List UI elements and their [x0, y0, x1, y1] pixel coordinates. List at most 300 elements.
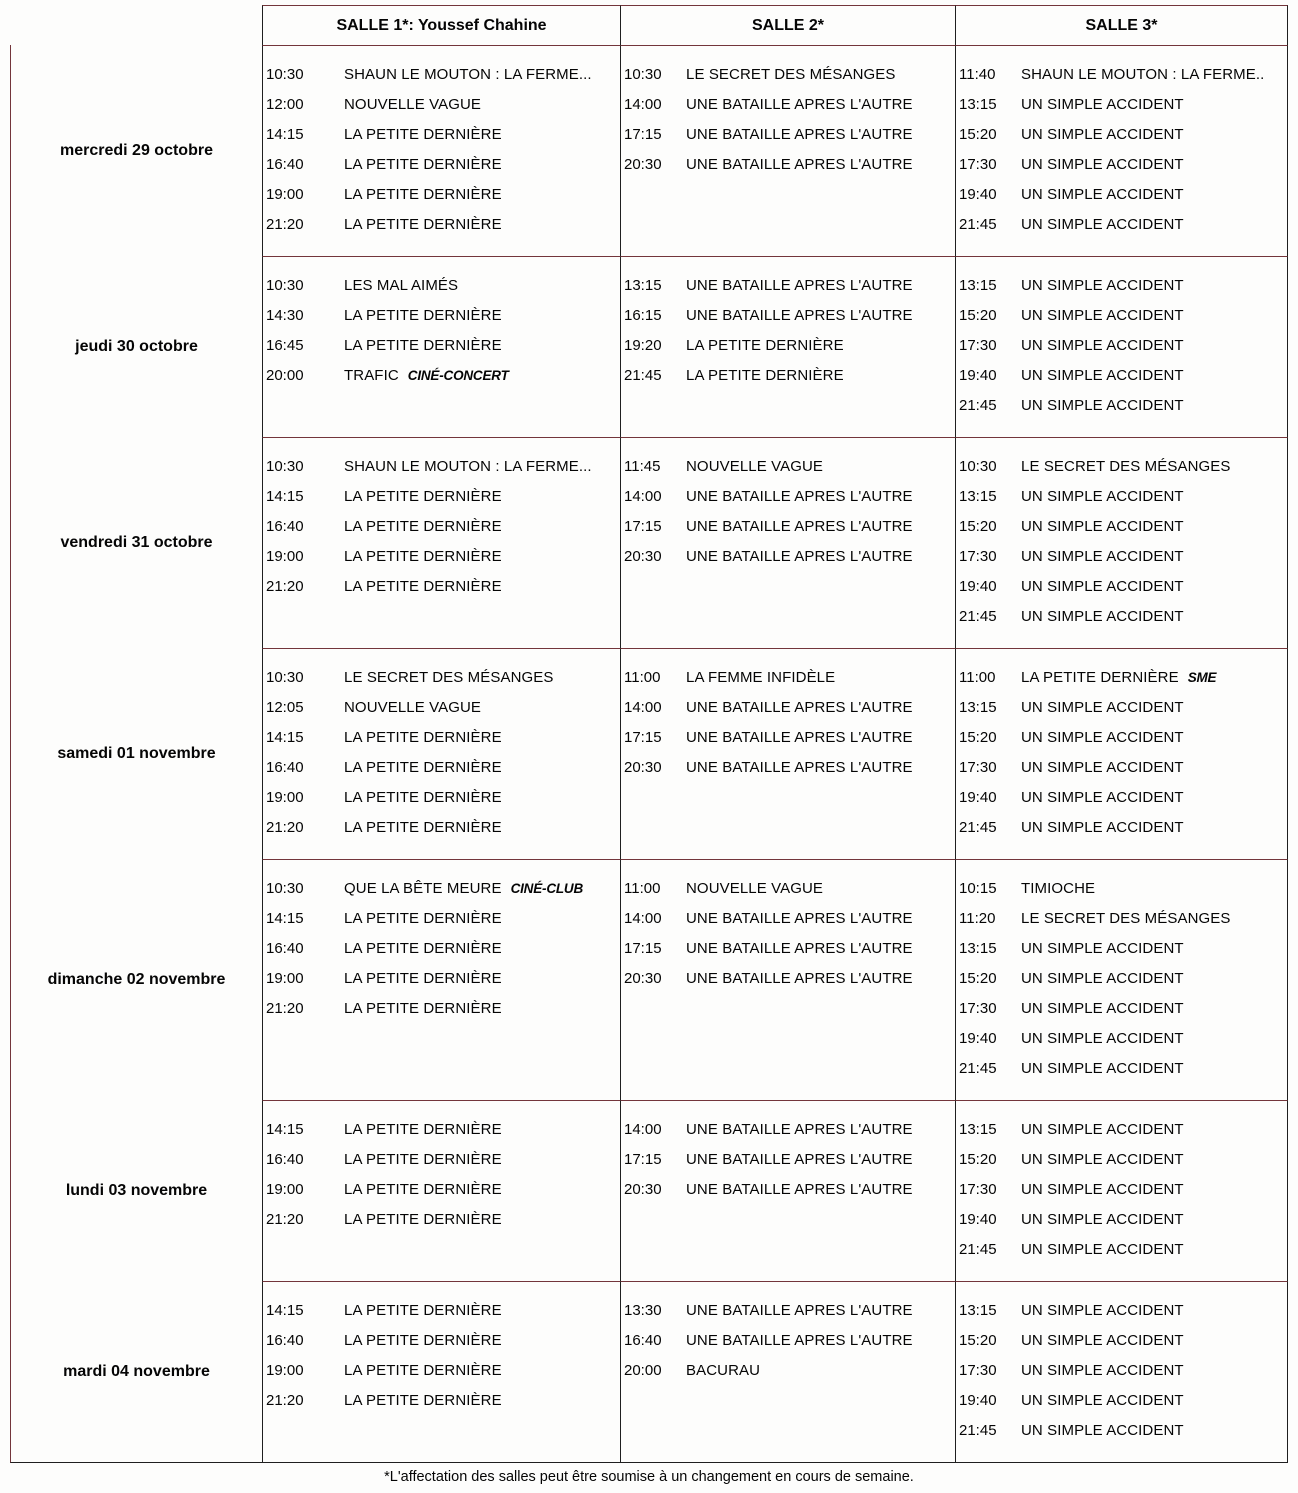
- showtime: 21:45: [959, 1241, 997, 1258]
- film-title: UNE BATAILLE APRES L'AUTRE: [686, 548, 913, 565]
- film-title: UNE BATAILLE APRES L'AUTRE: [686, 307, 913, 324]
- salle-2-cell: [620, 256, 955, 437]
- showtime-row: [959, 572, 1283, 602]
- showtime-row: [959, 1296, 1283, 1326]
- showtime-row: [266, 180, 616, 210]
- showtime-row: [959, 180, 1283, 210]
- film-title: UN SIMPLE ACCIDENT: [1021, 1121, 1184, 1138]
- showtime-row: [266, 331, 616, 361]
- showtime-row: [266, 90, 616, 120]
- showtime: 11:00: [959, 669, 996, 686]
- showtime: 20:30: [624, 1181, 662, 1198]
- showtime: 21:45: [959, 216, 997, 233]
- showtime: 17:15: [624, 518, 662, 535]
- salle-3-cell: [955, 1281, 1288, 1463]
- showtime: 11:45: [624, 458, 661, 475]
- footnote: *L'affectation des salles peut être soumise à un changement en cours de semaine.: [384, 1469, 914, 1485]
- film-title: UNE BATAILLE APRES L'AUTRE: [686, 277, 913, 294]
- film-title: UN SIMPLE ACCIDENT: [1021, 488, 1184, 505]
- film-title: LA PETITE DERNIÈRE: [344, 518, 502, 535]
- schedule-table: [10, 5, 1288, 1463]
- film-title: NOUVELLE VAGUE: [686, 880, 824, 897]
- showtime: 14:30: [266, 307, 304, 324]
- showtime: 21:45: [959, 608, 997, 625]
- salle-2-cell: [620, 859, 955, 1100]
- film-title: UNE BATAILLE APRES L'AUTRE: [686, 518, 913, 535]
- film-title: LA PETITE DERNIÈRE: [686, 337, 844, 354]
- showtime-row: [266, 783, 616, 813]
- film-title: LA PETITE DERNIÈRE: [1021, 669, 1179, 686]
- showtime-row: [959, 904, 1283, 934]
- film-title: UNE BATAILLE APRES L'AUTRE: [686, 96, 913, 113]
- showtime: 19:00: [266, 789, 304, 806]
- film-title: LA PETITE DERNIÈRE: [344, 940, 502, 957]
- film-title: QUE LA BÊTE MEURE: [344, 880, 502, 897]
- showtime-row: [624, 331, 951, 361]
- showtime: 12:00: [266, 96, 304, 113]
- showtime: 13:15: [959, 1302, 997, 1319]
- showtime: 14:15: [266, 1302, 304, 1319]
- showtime: 17:30: [959, 1000, 997, 1017]
- showtime-row: [959, 1175, 1283, 1205]
- showtime: 15:20: [959, 518, 997, 535]
- film-title: LA PETITE DERNIÈRE: [344, 910, 502, 927]
- showtime-row: [266, 361, 616, 391]
- showtime: 19:40: [959, 578, 997, 595]
- showtime: 13:15: [959, 488, 997, 505]
- showtime-row: [624, 723, 951, 753]
- showtime: 10:30: [624, 66, 662, 83]
- showtime: 19:00: [266, 1181, 304, 1198]
- salle-1-cell: [262, 648, 620, 859]
- film-title: LA PETITE DERNIÈRE: [344, 759, 502, 776]
- film-title: LA PETITE DERNIÈRE: [344, 1392, 502, 1409]
- film-title: LA PETITE DERNIÈRE: [344, 1151, 502, 1168]
- film-title: UN SIMPLE ACCIDENT: [1021, 1302, 1184, 1319]
- film-title: UN SIMPLE ACCIDENT: [1021, 608, 1184, 625]
- showtime: 19:00: [266, 548, 304, 565]
- film-title: UN SIMPLE ACCIDENT: [1021, 940, 1184, 957]
- showtime: 21:20: [266, 1211, 304, 1228]
- showtime: 21:45: [959, 1060, 997, 1077]
- salle-1-cell: [262, 256, 620, 437]
- film-title: UNE BATAILLE APRES L'AUTRE: [686, 699, 913, 716]
- showtime-row: [624, 904, 951, 934]
- showtime: 21:45: [624, 367, 662, 384]
- showtime-row: [959, 994, 1283, 1024]
- showtime: 16:40: [266, 1151, 304, 1168]
- salle-2-cell: [620, 437, 955, 648]
- showtime-row: [266, 934, 616, 964]
- film-title: UN SIMPLE ACCIDENT: [1021, 1000, 1184, 1017]
- showtime-row: [266, 753, 616, 783]
- showtime: 17:30: [959, 156, 997, 173]
- film-title: UN SIMPLE ACCIDENT: [1021, 1422, 1184, 1439]
- film-title: UN SIMPLE ACCIDENT: [1021, 1030, 1184, 1047]
- showtime: 11:40: [959, 66, 996, 83]
- showtime-row: [266, 964, 616, 994]
- showtime-row: [266, 1356, 616, 1386]
- showtime-row: [266, 1326, 616, 1356]
- film-title: UN SIMPLE ACCIDENT: [1021, 1241, 1184, 1258]
- film-title: LA PETITE DERNIÈRE: [344, 1302, 502, 1319]
- showtime-row: [959, 1054, 1283, 1084]
- film-title: LA PETITE DERNIÈRE: [344, 548, 502, 565]
- showtime: 14:00: [624, 488, 662, 505]
- showtime: 14:00: [624, 1121, 662, 1138]
- showtime: 10:30: [266, 277, 304, 294]
- showtime: 17:30: [959, 337, 997, 354]
- showtime-row: [266, 693, 616, 723]
- film-title: LA PETITE DERNIÈRE: [344, 1211, 502, 1228]
- film-title: UNE BATAILLE APRES L'AUTRE: [686, 729, 913, 746]
- showtime-row: [624, 1296, 951, 1326]
- film-title: LA PETITE DERNIÈRE: [344, 1181, 502, 1198]
- showtime: 16:40: [266, 940, 304, 957]
- showtime: 15:20: [959, 126, 997, 143]
- showtime-row: [959, 542, 1283, 572]
- showtime-row: [266, 482, 616, 512]
- film-title: UN SIMPLE ACCIDENT: [1021, 789, 1184, 806]
- film-title: LA PETITE DERNIÈRE: [344, 1332, 502, 1349]
- showtime: 20:30: [624, 156, 662, 173]
- showtime-row: [266, 452, 616, 482]
- showtime-row: [624, 60, 951, 90]
- film-title: NOUVELLE VAGUE: [686, 458, 824, 475]
- showtime-row: [624, 753, 951, 783]
- film-title: UN SIMPLE ACCIDENT: [1021, 1060, 1184, 1077]
- showtime-row: [959, 120, 1283, 150]
- film-title: UN SIMPLE ACCIDENT: [1021, 548, 1184, 565]
- film-title: UN SIMPLE ACCIDENT: [1021, 970, 1184, 987]
- film-tag: CINÉ-CLUB: [510, 881, 584, 896]
- showtime-row: [959, 602, 1283, 632]
- salle-3-cell: [955, 437, 1288, 648]
- film-title: UN SIMPLE ACCIDENT: [1021, 1362, 1184, 1379]
- film-title: LA PETITE DERNIÈRE: [344, 307, 502, 324]
- film-title: UNE BATAILLE APRES L'AUTRE: [686, 1151, 913, 1168]
- showtime: 19:40: [959, 367, 997, 384]
- salle-3-cell: [955, 648, 1288, 859]
- showtime-row: [959, 361, 1283, 391]
- showtime: 17:15: [624, 126, 662, 143]
- salle-1-cell: [262, 45, 620, 256]
- showtime: 20:30: [624, 970, 662, 987]
- showtime: 19:40: [959, 1030, 997, 1047]
- showtime-row: [266, 271, 616, 301]
- showtime: 13:15: [959, 1121, 997, 1138]
- showtime-row: [266, 874, 616, 904]
- film-title: LES MAL AIMÉS: [344, 277, 459, 294]
- film-title: UN SIMPLE ACCIDENT: [1021, 1392, 1184, 1409]
- showtime: 14:00: [624, 699, 662, 716]
- showtime: 13:15: [624, 277, 662, 294]
- film-title: LA PETITE DERNIÈRE: [344, 789, 502, 806]
- film-title: SHAUN LE MOUTON : LA FERME...: [344, 458, 592, 475]
- header-spacer: [10, 5, 262, 45]
- day-label: samedi 01 novembre: [10, 648, 262, 859]
- film-tag: CINÉ-CONCERT: [407, 368, 509, 383]
- showtime-row: [266, 1175, 616, 1205]
- film-title: UN SIMPLE ACCIDENT: [1021, 126, 1184, 143]
- film-title: TRAFIC: [344, 367, 399, 384]
- film-title: LA PETITE DERNIÈRE: [344, 1121, 502, 1138]
- showtime-row: [959, 1235, 1283, 1265]
- showtime-row: [959, 783, 1283, 813]
- showtime: 16:40: [266, 1332, 304, 1349]
- showtime-row: [266, 663, 616, 693]
- showtime: 20:30: [624, 759, 662, 776]
- showtime: 17:15: [624, 729, 662, 746]
- showtime: 19:40: [959, 186, 997, 203]
- showtime: 15:20: [959, 1151, 997, 1168]
- showtime-row: [266, 150, 616, 180]
- showtime-row: [266, 994, 616, 1024]
- film-title: UN SIMPLE ACCIDENT: [1021, 277, 1184, 294]
- film-title: BACURAU: [686, 1362, 761, 1379]
- showtime-row: [266, 904, 616, 934]
- header-salle-2: SALLE 2*: [620, 5, 955, 45]
- film-title: UNE BATAILLE APRES L'AUTRE: [686, 1332, 913, 1349]
- showtime-row: [959, 753, 1283, 783]
- day-label: vendredi 31 octobre: [10, 437, 262, 648]
- showtime: 10:30: [266, 669, 304, 686]
- film-title: LA PETITE DERNIÈRE: [344, 578, 502, 595]
- showtime-row: [959, 693, 1283, 723]
- showtime-row: [266, 1145, 616, 1175]
- showtime-row: [266, 1205, 616, 1235]
- showtime: 19:00: [266, 1362, 304, 1379]
- showtime-row: [624, 120, 951, 150]
- showtime: 12:05: [266, 699, 304, 716]
- showtime: 14:15: [266, 1121, 304, 1138]
- showtime-row: [959, 301, 1283, 331]
- film-title: UNE BATAILLE APRES L'AUTRE: [686, 910, 913, 927]
- film-title: UN SIMPLE ACCIDENT: [1021, 367, 1184, 384]
- showtime-row: [959, 723, 1283, 753]
- showtime-row: [959, 1386, 1283, 1416]
- showtime: 17:15: [624, 940, 662, 957]
- showtime: 16:45: [266, 337, 304, 354]
- film-title: LA PETITE DERNIÈRE: [344, 1000, 502, 1017]
- showtime: 17:30: [959, 759, 997, 776]
- showtime-row: [624, 1326, 951, 1356]
- showtime-row: [959, 1115, 1283, 1145]
- film-title: UN SIMPLE ACCIDENT: [1021, 397, 1184, 414]
- showtime: 20:00: [624, 1362, 662, 1379]
- day-label: lundi 03 novembre: [10, 1100, 262, 1281]
- showtime-row: [959, 391, 1283, 421]
- film-title: UN SIMPLE ACCIDENT: [1021, 729, 1184, 746]
- salle-2-cell: [620, 45, 955, 256]
- film-title: LA PETITE DERNIÈRE: [344, 1362, 502, 1379]
- film-title: UN SIMPLE ACCIDENT: [1021, 1151, 1184, 1168]
- film-title: LA PETITE DERNIÈRE: [344, 970, 502, 987]
- header-salle-1: SALLE 1*: Youssef Chahine: [262, 5, 620, 45]
- showtime: 20:00: [266, 367, 304, 384]
- film-title: SHAUN LE MOUTON : LA FERME..: [1021, 66, 1265, 83]
- showtime-row: [959, 60, 1283, 90]
- film-title: UN SIMPLE ACCIDENT: [1021, 216, 1184, 233]
- showtime: 15:20: [959, 1332, 997, 1349]
- showtime: 10:30: [266, 66, 304, 83]
- showtime: 15:20: [959, 729, 997, 746]
- showtime: 14:15: [266, 488, 304, 505]
- salle-2-cell: [620, 1281, 955, 1463]
- showtime-row: [624, 542, 951, 572]
- showtime-row: [624, 301, 951, 331]
- salle-2-cell: [620, 648, 955, 859]
- showtime-row: [266, 813, 616, 843]
- showtime: 21:45: [959, 397, 997, 414]
- film-tag: SME: [1187, 670, 1217, 685]
- showtime-row: [624, 1356, 951, 1386]
- showtime-row: [959, 874, 1283, 904]
- showtime: 19:00: [266, 186, 304, 203]
- day-label: mercredi 29 octobre: [10, 45, 262, 256]
- showtime: 21:20: [266, 578, 304, 595]
- showtime-row: [959, 964, 1283, 994]
- showtime: 17:30: [959, 548, 997, 565]
- showtime-row: [959, 210, 1283, 240]
- film-title: UNE BATAILLE APRES L'AUTRE: [686, 1121, 913, 1138]
- film-title: SHAUN LE MOUTON : LA FERME...: [344, 66, 592, 83]
- film-title: LE SECRET DES MÉSANGES: [686, 66, 896, 83]
- showtime: 17:30: [959, 1181, 997, 1198]
- showtime: 17:15: [624, 1151, 662, 1168]
- showtime: 13:15: [959, 699, 997, 716]
- film-title: LA FEMME INFIDÈLE: [686, 669, 836, 686]
- film-title: TIMIOCHE: [1021, 880, 1096, 897]
- salle-1-cell: [262, 859, 620, 1100]
- showtime: 19:40: [959, 1392, 997, 1409]
- showtime: 13:30: [624, 1302, 662, 1319]
- showtime-row: [959, 271, 1283, 301]
- showtime: 13:15: [959, 277, 997, 294]
- salle-1-cell: [262, 437, 620, 648]
- showtime-row: [624, 512, 951, 542]
- showtime-row: [959, 1024, 1283, 1054]
- film-title: UN SIMPLE ACCIDENT: [1021, 1211, 1184, 1228]
- showtime: 14:00: [624, 910, 662, 927]
- film-title: LA PETITE DERNIÈRE: [344, 126, 502, 143]
- film-title: LA PETITE DERNIÈRE: [344, 337, 502, 354]
- header-salle-3: SALLE 3*: [955, 5, 1288, 45]
- showtime-row: [624, 693, 951, 723]
- film-title: UN SIMPLE ACCIDENT: [1021, 1332, 1184, 1349]
- film-title: UN SIMPLE ACCIDENT: [1021, 156, 1184, 173]
- film-title: UNE BATAILLE APRES L'AUTRE: [686, 759, 913, 776]
- film-title: LA PETITE DERNIÈRE: [344, 216, 502, 233]
- film-title: LA PETITE DERNIÈRE: [344, 729, 502, 746]
- showtime: 19:00: [266, 970, 304, 987]
- showtime: 13:15: [959, 96, 997, 113]
- film-title: UN SIMPLE ACCIDENT: [1021, 699, 1184, 716]
- showtime: 19:40: [959, 1211, 997, 1228]
- showtime: 10:15: [959, 880, 997, 897]
- showtime: 11:00: [624, 880, 661, 897]
- showtime-row: [624, 1115, 951, 1145]
- showtime-row: [624, 271, 951, 301]
- film-title: UNE BATAILLE APRES L'AUTRE: [686, 156, 913, 173]
- day-label: jeudi 30 octobre: [10, 256, 262, 437]
- showtime: 16:40: [266, 156, 304, 173]
- showtime: 10:30: [266, 880, 304, 897]
- film-title: LA PETITE DERNIÈRE: [344, 488, 502, 505]
- showtime-row: [266, 512, 616, 542]
- salle-2-cell: [620, 1100, 955, 1281]
- film-title: UN SIMPLE ACCIDENT: [1021, 518, 1184, 535]
- showtime-row: [959, 663, 1283, 693]
- showtime: 15:20: [959, 970, 997, 987]
- showtime: 19:40: [959, 789, 997, 806]
- showtime: 10:30: [959, 458, 997, 475]
- film-title: UN SIMPLE ACCIDENT: [1021, 759, 1184, 776]
- showtime-row: [266, 1115, 616, 1145]
- showtime-row: [959, 1145, 1283, 1175]
- film-title: UN SIMPLE ACCIDENT: [1021, 578, 1184, 595]
- showtime-row: [959, 1416, 1283, 1446]
- showtime-row: [624, 663, 951, 693]
- showtime: 20:30: [624, 548, 662, 565]
- showtime: 21:20: [266, 819, 304, 836]
- showtime: 15:20: [959, 307, 997, 324]
- film-title: UN SIMPLE ACCIDENT: [1021, 307, 1184, 324]
- showtime-row: [959, 1356, 1283, 1386]
- showtime-row: [624, 1145, 951, 1175]
- showtime: 16:40: [266, 518, 304, 535]
- showtime: 14:15: [266, 910, 304, 927]
- showtime-row: [624, 964, 951, 994]
- day-label: dimanche 02 novembre: [10, 859, 262, 1100]
- film-title: LE SECRET DES MÉSANGES: [1021, 458, 1231, 475]
- showtime: 14:15: [266, 729, 304, 746]
- showtime-row: [266, 1296, 616, 1326]
- showtime-row: [624, 90, 951, 120]
- film-title: LA PETITE DERNIÈRE: [686, 367, 844, 384]
- showtime-row: [959, 1326, 1283, 1356]
- showtime-row: [266, 210, 616, 240]
- salle-1-cell: [262, 1281, 620, 1463]
- film-title: NOUVELLE VAGUE: [344, 699, 482, 716]
- showtime-row: [959, 482, 1283, 512]
- film-title: UNE BATAILLE APRES L'AUTRE: [686, 488, 913, 505]
- film-title: LE SECRET DES MÉSANGES: [1021, 910, 1231, 927]
- showtime: 21:45: [959, 819, 997, 836]
- showtime-row: [624, 482, 951, 512]
- film-title: UN SIMPLE ACCIDENT: [1021, 1181, 1184, 1198]
- film-title: UN SIMPLE ACCIDENT: [1021, 96, 1184, 113]
- showtime-row: [266, 60, 616, 90]
- showtime-row: [624, 150, 951, 180]
- showtime-row: [959, 1205, 1283, 1235]
- showtime-row: [266, 301, 616, 331]
- showtime: 21:20: [266, 1392, 304, 1409]
- showtime-row: [266, 1386, 616, 1416]
- showtime-row: [959, 90, 1283, 120]
- film-title: UNE BATAILLE APRES L'AUTRE: [686, 1181, 913, 1198]
- showtime: 10:30: [266, 458, 304, 475]
- showtime: 14:15: [266, 126, 304, 143]
- showtime-row: [624, 1175, 951, 1205]
- film-title: UN SIMPLE ACCIDENT: [1021, 819, 1184, 836]
- showtime: 21:20: [266, 1000, 304, 1017]
- showtime-row: [624, 874, 951, 904]
- film-title: LE SECRET DES MÉSANGES: [344, 669, 554, 686]
- film-title: UN SIMPLE ACCIDENT: [1021, 186, 1184, 203]
- showtime: 19:20: [624, 337, 662, 354]
- film-title: LA PETITE DERNIÈRE: [344, 156, 502, 173]
